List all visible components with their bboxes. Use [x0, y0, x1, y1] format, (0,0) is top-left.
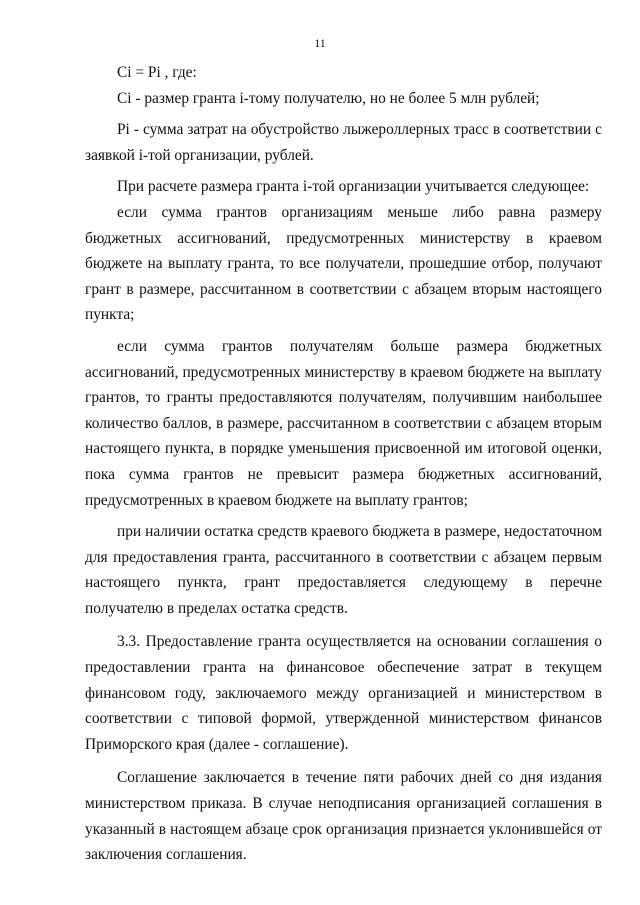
- document-body: [85, 60, 602, 868]
- paragraph-remaining-funds: при наличии остатка средств краевого бюджета в размере, недостаточном для предоставления гранта, рассчитанного в соответствии с абзацем первым настоящего пункта, грант предоставляется следующему в перечне получателю в пределах остатка средств.: [85, 523, 602, 617]
- paragraph-ci-definition: Ci - размер гранта i-тому получателю, но не более 5 млн рублей;: [117, 89, 540, 107]
- paragraph-pi-definition: Pi - сумма затрат на обустройство лыжероллерных трасс в соответствии с заявкой i-той организации, рублей.: [85, 121, 602, 164]
- paragraph-condition-less-or-equal: если сумма грантов организациям меньше либо равна размеру бюджетных ассигнований, предусмотренных министерству в краевом бюджете на выплату гранта, то все получатели, прошедшие отбор, получают грант в размере, рассчитанном в соответствии с абзацем вторым настоящего пункта;: [85, 203, 602, 324]
- paragraph-calculation-intro: При расчете размера гранта i-той организации учитывается следующее:: [117, 178, 590, 196]
- paragraph-condition-greater: если сумма грантов получателям больше размера бюджетных ассигнований, предусмотренных министерству в краевом бюджете на выплату грантов, то гранты предоставляются получателям, получившим наибольшее количество баллов, в размере, рассчитанном в соответствии с абзацем вторым настоящего пункта, в порядке уменьшения присвоенной им итоговой оценки, пока сумма грантов не превысит размера бюджетных ассигнований, предусмотренных в краевом бюджете на выплату грантов;: [85, 337, 602, 509]
- paragraph-agreement-conclusion: Соглашение заключается в течение пяти рабочих дней со дня издания министерством приказа. В случае неподписания организацией соглашения в указанный в настоящем абзаце срок организация признается уклонившейся от заключения соглашения.: [85, 769, 602, 864]
- page-number: 11: [314, 36, 326, 50]
- paragraph-section-3-3: 3.3. Предоставление гранта осуществляется на основании соглашения о предоставлении гранта на финансовое обеспечение затрат в текущем финансовом году, заключаемого между организацией и министерством в соответствии с типовой формой, утвержденной министерством финансов Приморского края (далее - соглашение).: [85, 633, 602, 753]
- formula-line: Ci = Pi , где:: [117, 64, 197, 81]
